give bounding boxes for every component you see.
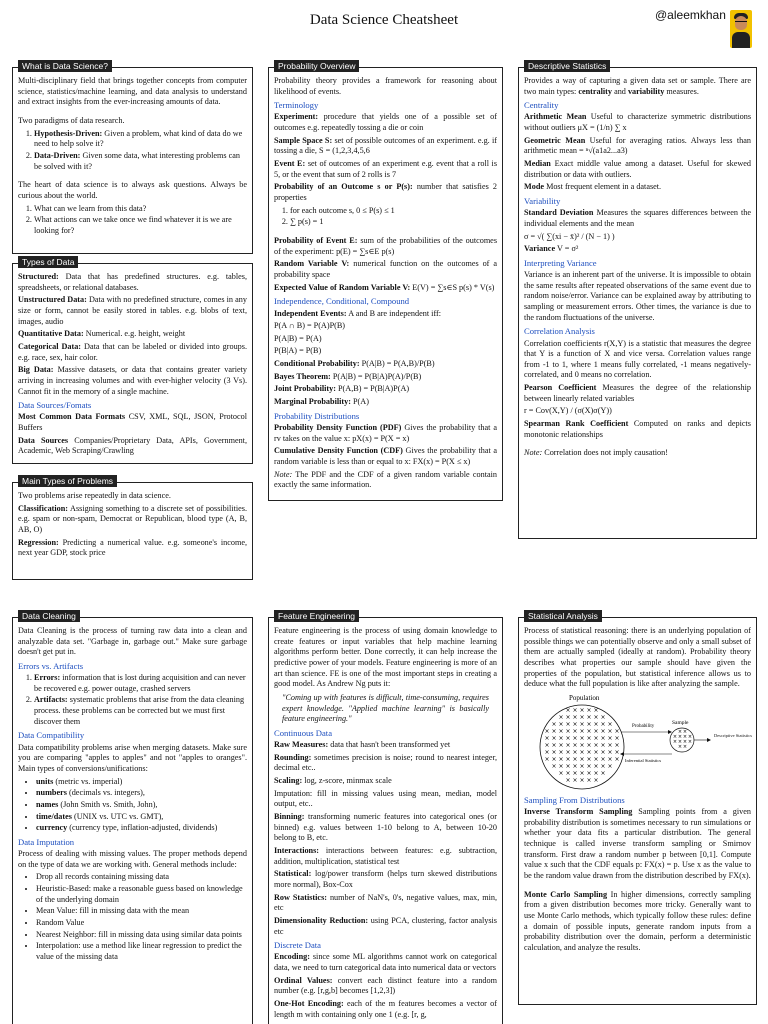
definition: Probability of an Outcome s or P(s): number that satisfies 2 properties: [274, 182, 497, 203]
population-mark: ×: [614, 741, 620, 749]
classification-text: Classification: Assigning something to a discrete set of possibilities. e.g. spam or non-spam, Democrat or Republican, blood type (A, B, AB, O): [18, 503, 247, 534]
population-mark: ×: [677, 728, 683, 735]
population-mark: ×: [558, 769, 564, 777]
population-mark: ×: [607, 734, 613, 742]
population-mark: ×: [572, 720, 578, 728]
population-mark: ×: [607, 727, 613, 735]
population-mark: ×: [558, 734, 564, 742]
definition: Variance V = σ²: [524, 244, 579, 254]
equation: P(A|B) = P(A): [274, 333, 322, 343]
population-mark: ×: [565, 741, 571, 749]
imputation-list: [18, 872, 247, 962]
definition: Imputation: fill in missing values using mean, median, model output, etc..: [274, 788, 497, 809]
compat-text: Data compatibility problems arise when merging datasets. Make sure you are comparing "apples to apples" and not "apples to oranges". Main types of conversions/unifications:: [18, 742, 247, 773]
population-mark: ×: [544, 741, 550, 749]
subsection-heading: Sampling From Distributions: [524, 794, 625, 805]
list-item: • numbers (decimals vs. integers),: [36, 788, 247, 799]
population-mark: ×: [572, 706, 578, 714]
population-mark: ×: [565, 769, 571, 777]
population-mark: ×: [579, 734, 585, 742]
population-mark: ×: [558, 741, 564, 749]
population-mark: ×: [579, 755, 585, 763]
population-mark: ×: [593, 776, 599, 784]
interpreting-text: Variance is an inherent part of the universe. It is impossible to obtain the same results after repeated observations of the same event due to random noise/error. Variance can be explained away by attributing to sampling or measurement errors. Other times, the variance is due to the random fluctuations of the universe.: [524, 270, 751, 322]
population-mark: ×: [544, 727, 550, 735]
section-title: Feature Engineering: [274, 610, 359, 622]
definition: Cumulative Density Function (CDF) Gives the probability that a random variable is less than or equal to x: FX(x) = P(X ≤ x): [274, 446, 497, 466]
definition: Monte Carlo Sampling In higher dimensions, correctly sampling from a given distribution becomes more tricky. Generally want to use Monte Carlo methods, which typically follow these rules: define a domain of possible inputs, generate random inputs from a probability distribution over the domain, perform a deterministic calculation, and analyze the results.: [524, 889, 751, 952]
list-item: • Interpolation: use a method like linear regression to predict the value of the missing data: [36, 941, 247, 962]
cleaning-intro: Data Cleaning is the process of turning raw data into a clean and analyzable data set. "Garbage in, garbage out." Make sure garbage doesn't get put in.: [18, 626, 247, 657]
population-mark: ×: [614, 727, 620, 735]
subsection-heading: Independence, Conditional, Compound: [274, 296, 410, 307]
inferential-label: Inferential Statistics: [625, 757, 662, 763]
definition: Standard Deviation Measures the squares differences between the individual elements and the mean: [524, 208, 752, 228]
population-mark: ×: [586, 734, 592, 742]
definition: Independent Events: A and B are independent iff:: [274, 308, 442, 318]
page-title: Data Science Cheatsheet: [309, 12, 459, 28]
definition: Encoding: since some ML algorithms cannot work on categorical data, we need to turn categorical data into numerical data or vectors: [274, 952, 497, 973]
population-mark: ×: [572, 727, 578, 735]
subsection-heading: Data Sources/Fomats: [18, 400, 92, 411]
population-mark: ×: [687, 733, 693, 740]
population-mark: ×: [565, 713, 571, 721]
population-mark: ×: [586, 748, 592, 756]
population-mark: ×: [586, 713, 592, 721]
population-mark: ×: [600, 755, 606, 763]
population-mark: ×: [572, 741, 578, 749]
population-mark: ×: [614, 748, 620, 756]
sources-text: Data Sources Companies/Proprietary Data, APIs, Government, Academic, Web Scraping/Crawling: [18, 435, 247, 456]
population-mark: ×: [565, 776, 571, 784]
list-item: 2. Artifacts: systematic problems that arise from the data cleaning process. these problems can be corrected but we must first discover them: [34, 695, 247, 727]
population-mark: ×: [551, 762, 557, 770]
definition: Interactions: interactions between features: e.g. subtraction, addition, multiplication, statistical test: [274, 845, 497, 866]
probability-label: Probability: [632, 723, 655, 729]
list-item: • names (John Smith vs. Smith, John),: [36, 800, 247, 811]
subsection-heading: Discrete Data: [274, 940, 322, 951]
population-mark: ×: [607, 748, 613, 756]
population-mark: ×: [579, 741, 585, 749]
descriptive-label-wrap: [712, 733, 754, 749]
population-label: Population: [569, 693, 600, 702]
list-item: 1. Hypothesis-Driven: Given a problem, what kind of data do we need to help solve it?: [34, 129, 247, 150]
population-mark: ×: [565, 720, 571, 728]
population-mark: ×: [579, 748, 585, 756]
population-mark: ×: [558, 720, 564, 728]
feature-engineering-section: [268, 617, 503, 1024]
list-item: 1. What can we learn from this data?: [34, 204, 247, 215]
subsection-heading: Data Compatibility: [18, 730, 85, 741]
population-mark: ×: [586, 762, 592, 770]
definition: Dimensionality Reduction: using PCA, clustering, factor analysis etc: [274, 915, 497, 936]
population-mark: ×: [551, 755, 557, 763]
feature-intro: Feature engineering is the process of using domain knowledge to create features or input variables that help machine learning algorithms perform better. Done correctly, it can help increase the predictive power of your models. Feature engineering is more of an art than science. FE is one of the most important steps in creating a good model. As Andrew Ng puts it:: [274, 626, 497, 689]
population-mark: ×: [677, 733, 683, 740]
list-item: • Drop all records containing missing data: [36, 872, 247, 883]
heart-text: The heart of data science is to always ask questions. Always be curious about the world.: [18, 180, 247, 200]
imputation-text: Process of dealing with missing values. The proper methods depend on the type of data we are working with. General methods include:: [18, 849, 247, 869]
list-item: • currency (currency type, inflation-adjusted, dividends): [36, 823, 247, 834]
population-mark: ×: [565, 734, 571, 742]
subsection-heading: Errors vs. Artifacts: [18, 660, 84, 671]
paradigms-intro: Two paradigms of data research.: [18, 115, 125, 125]
population-mark: ×: [565, 706, 571, 714]
formats-text: Most Common Data Formats CSV, XML, SQL, JSON, Protocol Buffers: [18, 412, 248, 433]
population-mark: ×: [600, 741, 606, 749]
definition: Probability of Event E: sum of the probabilities of the outcomes of the experiment: p(E) = ∑s∈E p(s): [274, 236, 498, 256]
population-mark: ×: [607, 755, 613, 763]
list-item: 1. for each outcome s, 0 ≤ P(s) ≤ 1: [290, 206, 497, 217]
subsection-heading: Correlation Analysis: [524, 326, 595, 337]
population-mark: ×: [607, 762, 613, 770]
population-mark: ×: [593, 727, 599, 735]
population-mark: ×: [600, 734, 606, 742]
definition: Pearson Coefficient Measures the degree of the relationship between linearly related variables: [524, 383, 752, 403]
definition: Median Exact middle value among a dataset. Useful for skewed distribution or data with outliers.: [524, 159, 752, 179]
descriptive-intro: Provides a way of capturing a given data set or sample. There are two main types: centrality and variability measures.: [524, 76, 751, 96]
population-mark: ×: [565, 762, 571, 770]
population-mark: ×: [565, 748, 571, 756]
population-mark: ×: [579, 769, 585, 777]
definition: Row Statistics: number of NaN's, 0's, negative values, max, min, etc: [274, 892, 497, 913]
population-mark: ×: [593, 748, 599, 756]
population-mark: ×: [687, 738, 693, 745]
arrowhead-icon: [620, 752, 624, 756]
note: Note: The PDF and the CDF of a given random variable contain exactly the same information.: [274, 469, 497, 490]
properties-list: [274, 206, 497, 228]
sample-marks: [673, 729, 692, 750]
population-mark: ×: [565, 755, 571, 763]
population-mark: ×: [586, 727, 592, 735]
note: Note: Correlation does not imply causation!: [524, 448, 668, 458]
population-mark: ×: [551, 748, 557, 756]
population-mark: ×: [551, 720, 557, 728]
problems-section: [12, 482, 253, 580]
sample-label: Sample: [672, 719, 689, 726]
population-mark: ×: [586, 776, 592, 784]
definition: Ordinal Values: convert each distinct feature into a random number (e.g. [r,g,b] becomes [1,2,3]): [274, 975, 497, 996]
definition: Bayes Theorem: P(A|B) = P(B|A)P(A)/P(B): [274, 371, 422, 381]
population-mark: ×: [593, 755, 599, 763]
definition: Marginal Probability: P(A): [274, 397, 369, 407]
population-mark: ×: [544, 755, 550, 763]
subsection-heading: Data Imputation: [18, 836, 75, 847]
population-mark: ×: [579, 713, 585, 721]
population-mark: ×: [682, 733, 688, 740]
definition: Random Variable V: numerical function on the outcomes of a probability space: [274, 259, 498, 280]
definition: Binning: transforming numeric features into categorical ones (or binned) e.g. values between 1-10 belong to A, between 10-20 belong to B, etc.: [274, 812, 497, 843]
population-marks: [544, 707, 619, 784]
definition: Expected Value of Random Variable V: E(V) = ∑s∈S p(s) * V(s): [274, 282, 495, 292]
subsection-heading: Terminology: [274, 100, 319, 111]
population-mark: ×: [682, 743, 688, 750]
population-mark: ×: [593, 734, 599, 742]
population-mark: ×: [579, 776, 585, 784]
population-mark: ×: [607, 720, 613, 728]
list-item: • time/dates (UNIX vs. UTC vs. GMT),: [36, 812, 247, 823]
population-mark: ×: [682, 738, 688, 745]
list-item: Structured: Data that has predefined structures. e.g. tables, spreadsheets, or relational databases.: [18, 272, 248, 292]
errors-list: [18, 673, 247, 727]
subsection-heading: Probability Distributions: [274, 410, 360, 421]
population-mark: ×: [586, 720, 592, 728]
subsection-heading: Centrality: [524, 100, 559, 111]
intro-text: Multi-disciplinary field that brings together concepts from computer science, statistics/machine learning, and data analysis to understand and extract insights from the ever-increasing amounts of data.: [18, 76, 247, 107]
section-title: Main Types of Problems: [18, 475, 117, 487]
list-item: Categorical Data: Data that can be labeled or divided into groups. e.g. race, sex, hair color.: [18, 341, 247, 362]
population-mark: ×: [677, 738, 683, 745]
list-item: 1. Errors: information that is lost during acquisition and can never be recovered e.g. power outage, crashed servers: [34, 673, 247, 694]
population-mark: ×: [607, 741, 613, 749]
population-mark: ×: [586, 755, 592, 763]
population-mark: ×: [565, 727, 571, 735]
probability-section: [268, 67, 503, 501]
list-item: Unstructured Data: Data with no predefined structure, comes in any size or form, cannot be easily stored in tables. e.g. blobs of text, images, audio: [18, 295, 247, 326]
population-mark: ×: [572, 713, 578, 721]
compat-list: [18, 777, 247, 834]
population-mark: ×: [600, 769, 606, 777]
population-mark: ×: [586, 706, 592, 714]
questions-list: [18, 204, 247, 237]
definition: Joint Probability: P(A,B) = P(B|A)P(A): [274, 384, 410, 394]
population-mark: ×: [544, 734, 550, 742]
population-mark: ×: [593, 762, 599, 770]
population-mark: ×: [600, 727, 606, 735]
subsection-heading: Continuous Data: [274, 727, 333, 738]
population-mark: ×: [672, 738, 678, 745]
section-title: Probability Overview: [274, 60, 359, 72]
section-title: Types of Data: [18, 256, 78, 268]
correlation-text: Correlation coefficients r(X,Y) is a statistic that measures the degree that Y is a function of X and vice versa. Correlation values range from -1 to 1, where 1 means fully correlated, -1 means negatively-correlated, and 0 means no correlation.: [524, 338, 751, 380]
definition: Experiment: procedure that yields one of a possible set of outcomes e.g. repeatedly tossing a die or coin: [274, 112, 498, 133]
section-title: Descriptive Statistics: [524, 60, 610, 72]
list-item: • Heuristic-Based: make a reasonable guess based on knowledge of the underlying domain: [36, 884, 247, 905]
descriptive-label: Descriptive Statistics: [713, 732, 753, 738]
population-sample-diagram: [524, 692, 757, 792]
data-cleaning-section: [12, 617, 253, 1024]
equation: σ = √( ∑(xi − x̄)² / (N − 1) ): [524, 231, 615, 241]
statistical-intro: Process of statistical reasoning: there is an underlying population of possible things we can potentially observe and only a small subset of them are actually sampled (ideally at random). Probability theory describes what properties our sample should have given the properties of the population, but statistical inference allows us to deduce what the full population is like after analyzing the sample.: [524, 626, 751, 689]
population-mark: ×: [579, 762, 585, 770]
population-mark: ×: [572, 748, 578, 756]
definition: Scaling: log, z-score, minmax scale: [274, 776, 392, 786]
population-mark: ×: [572, 755, 578, 763]
population-mark: ×: [593, 741, 599, 749]
list-item: 2. ∑ p(s) = 1: [290, 217, 497, 228]
population-mark: ×: [586, 741, 592, 749]
definition: Mode Most frequent element in a dataset.: [524, 182, 662, 192]
population-sample-svg: [524, 692, 754, 792]
population-mark: ×: [600, 748, 606, 756]
arrowhead-icon: [707, 738, 711, 742]
section-title: Data Cleaning: [18, 610, 80, 622]
population-mark: ×: [551, 734, 557, 742]
population-mark: ×: [682, 728, 688, 735]
list-item: Quantitative Data: Numerical. e.g. height, weight: [18, 329, 186, 339]
population-mark: ×: [572, 769, 578, 777]
quote: "Coming up with features is difficult, time-consuming, requires expert knowledge. "Applied machine learning" is basically feature engineering.": [282, 692, 489, 724]
list-item: 2. Data-Driven: Given some data, what interesting problems can be solved with it?: [34, 151, 247, 172]
list-item: Big Data: Massive datasets, or data that contains greater variety arriving in increasing volumes and with ever-higher velocity (3 Vs). Cannot fit in the memory of a single machine.: [18, 365, 248, 396]
list-item: • Mean Value: fill in missing data with the mean: [36, 906, 247, 917]
equation: P(A ∩ B) = P(A)P(B): [274, 321, 346, 331]
population-mark: ×: [551, 741, 557, 749]
definition: Event E: set of outcomes of an experiment e.g. event that a roll is 5, or the event that sum of 2 rolls is 7: [274, 159, 498, 179]
population-mark: ×: [579, 720, 585, 728]
population-mark: ×: [600, 720, 606, 728]
definition: Raw Measures: data that hasn't been transformed yet: [274, 740, 451, 750]
types-of-data-section: [12, 263, 253, 464]
author-handle[interactable]: @aleemkhan: [655, 8, 726, 22]
population-mark: ×: [614, 755, 620, 763]
arrowhead-icon: [668, 730, 672, 734]
population-mark: ×: [600, 762, 606, 770]
population-mark: ×: [579, 727, 585, 735]
definition: Probability Density Function (PDF) Gives the probability that a rv takes on the value x: pX(x) = P(X = x): [274, 422, 497, 443]
list-item: • Nearest Neighbor: fill in missing data using similar data points: [36, 930, 247, 941]
population-mark: ×: [593, 713, 599, 721]
section-title: What is Data Science?: [18, 60, 112, 72]
population-mark: ×: [572, 734, 578, 742]
what-is-data-science-section: [12, 67, 253, 254]
list-item: • Random Value: [36, 918, 247, 929]
population-mark: ×: [558, 713, 564, 721]
descriptive-statistics-section: [518, 67, 757, 539]
definition: Sample Space S: set of possible outcomes of an experiment. e.g. if tossing a die, S = (1,2,3,4,5,6: [274, 135, 497, 156]
subsection-heading: Variability: [524, 196, 561, 207]
equation: P(B|A) = P(B): [274, 346, 322, 356]
population-mark: ×: [572, 762, 578, 770]
population-mark: ×: [544, 748, 550, 756]
population-mark: ×: [614, 734, 620, 742]
population-mark: ×: [558, 762, 564, 770]
avatar: [730, 10, 752, 48]
subsection-heading: Interpreting Variance: [524, 257, 597, 268]
population-mark: ×: [672, 733, 678, 740]
population-mark: ×: [558, 748, 564, 756]
definition: Statistical: log/power transform (helps turn skewed distributions more normal), Box-Cox: [274, 869, 497, 889]
list-item: • units (metric vs. imperial): [36, 777, 247, 788]
definition: Spearman Rank Coefficient Computed on ranks and depicts monotonic relationships: [524, 419, 751, 439]
equation: r = Cov(X,Y) / (σ(X)σ(Y)): [524, 406, 612, 416]
population-mark: ×: [579, 706, 585, 714]
population-mark: ×: [558, 727, 564, 735]
definition: One-Hot Encoding: each of the m features becomes a vector of length m with containing only one 1 (e.g. [r, g,: [274, 999, 498, 1019]
definition: Inverse Transform Sampling Sampling points from a given probability distribution is sometimes necessary to run simulations or whether your data fits a particular distribution. The general technique is called inverse transform sampling or Smirnov transform. First draw a random number p between [0,1]. Compute value x such that the CDF equals p: FX(x) = p. Use x as the value to be the random value drawn from the distribution described by FX(x).: [524, 807, 751, 881]
definition: Conditional Probability: P(A|B) = P(A,B)/P(B): [274, 359, 435, 369]
population-mark: ×: [593, 769, 599, 777]
population-mark: ×: [572, 776, 578, 784]
population-mark: ×: [593, 706, 599, 714]
population-mark: ×: [600, 713, 606, 721]
regression-text: Regression: Predicting a numerical value. e.g. someone's income, next year GDP, stock price: [18, 537, 248, 558]
statistical-analysis-section: [518, 617, 757, 1005]
paradigms-list: [18, 129, 247, 173]
population-mark: ×: [551, 727, 557, 735]
population-mark: ×: [586, 769, 592, 777]
definition: Geometric Mean Useful for averaging ratios. Always less than arithmetic mean = ⁿ√(a1a2...a3): [524, 135, 751, 156]
population-mark: ×: [558, 755, 564, 763]
problems-intro: Two problems arise repeatedly in data science.: [18, 491, 171, 500]
population-mark: ×: [677, 743, 683, 750]
list-item: 2. What actions can we take once we find whatever it is we are looking for?: [34, 215, 247, 236]
probability-intro: Probability theory provides a framework for reasoning about likelihood of events.: [274, 76, 497, 96]
definition: Rounding: sometimes precision is noise; round to nearest integer, decimal etc..: [274, 752, 498, 773]
section-title: Statistical Analysis: [524, 610, 602, 622]
definition: Arithmetic Mean Useful to characterize symmetric distributions without outliers μX = (1/n) ∑ x: [524, 112, 752, 133]
population-mark: ×: [593, 720, 599, 728]
